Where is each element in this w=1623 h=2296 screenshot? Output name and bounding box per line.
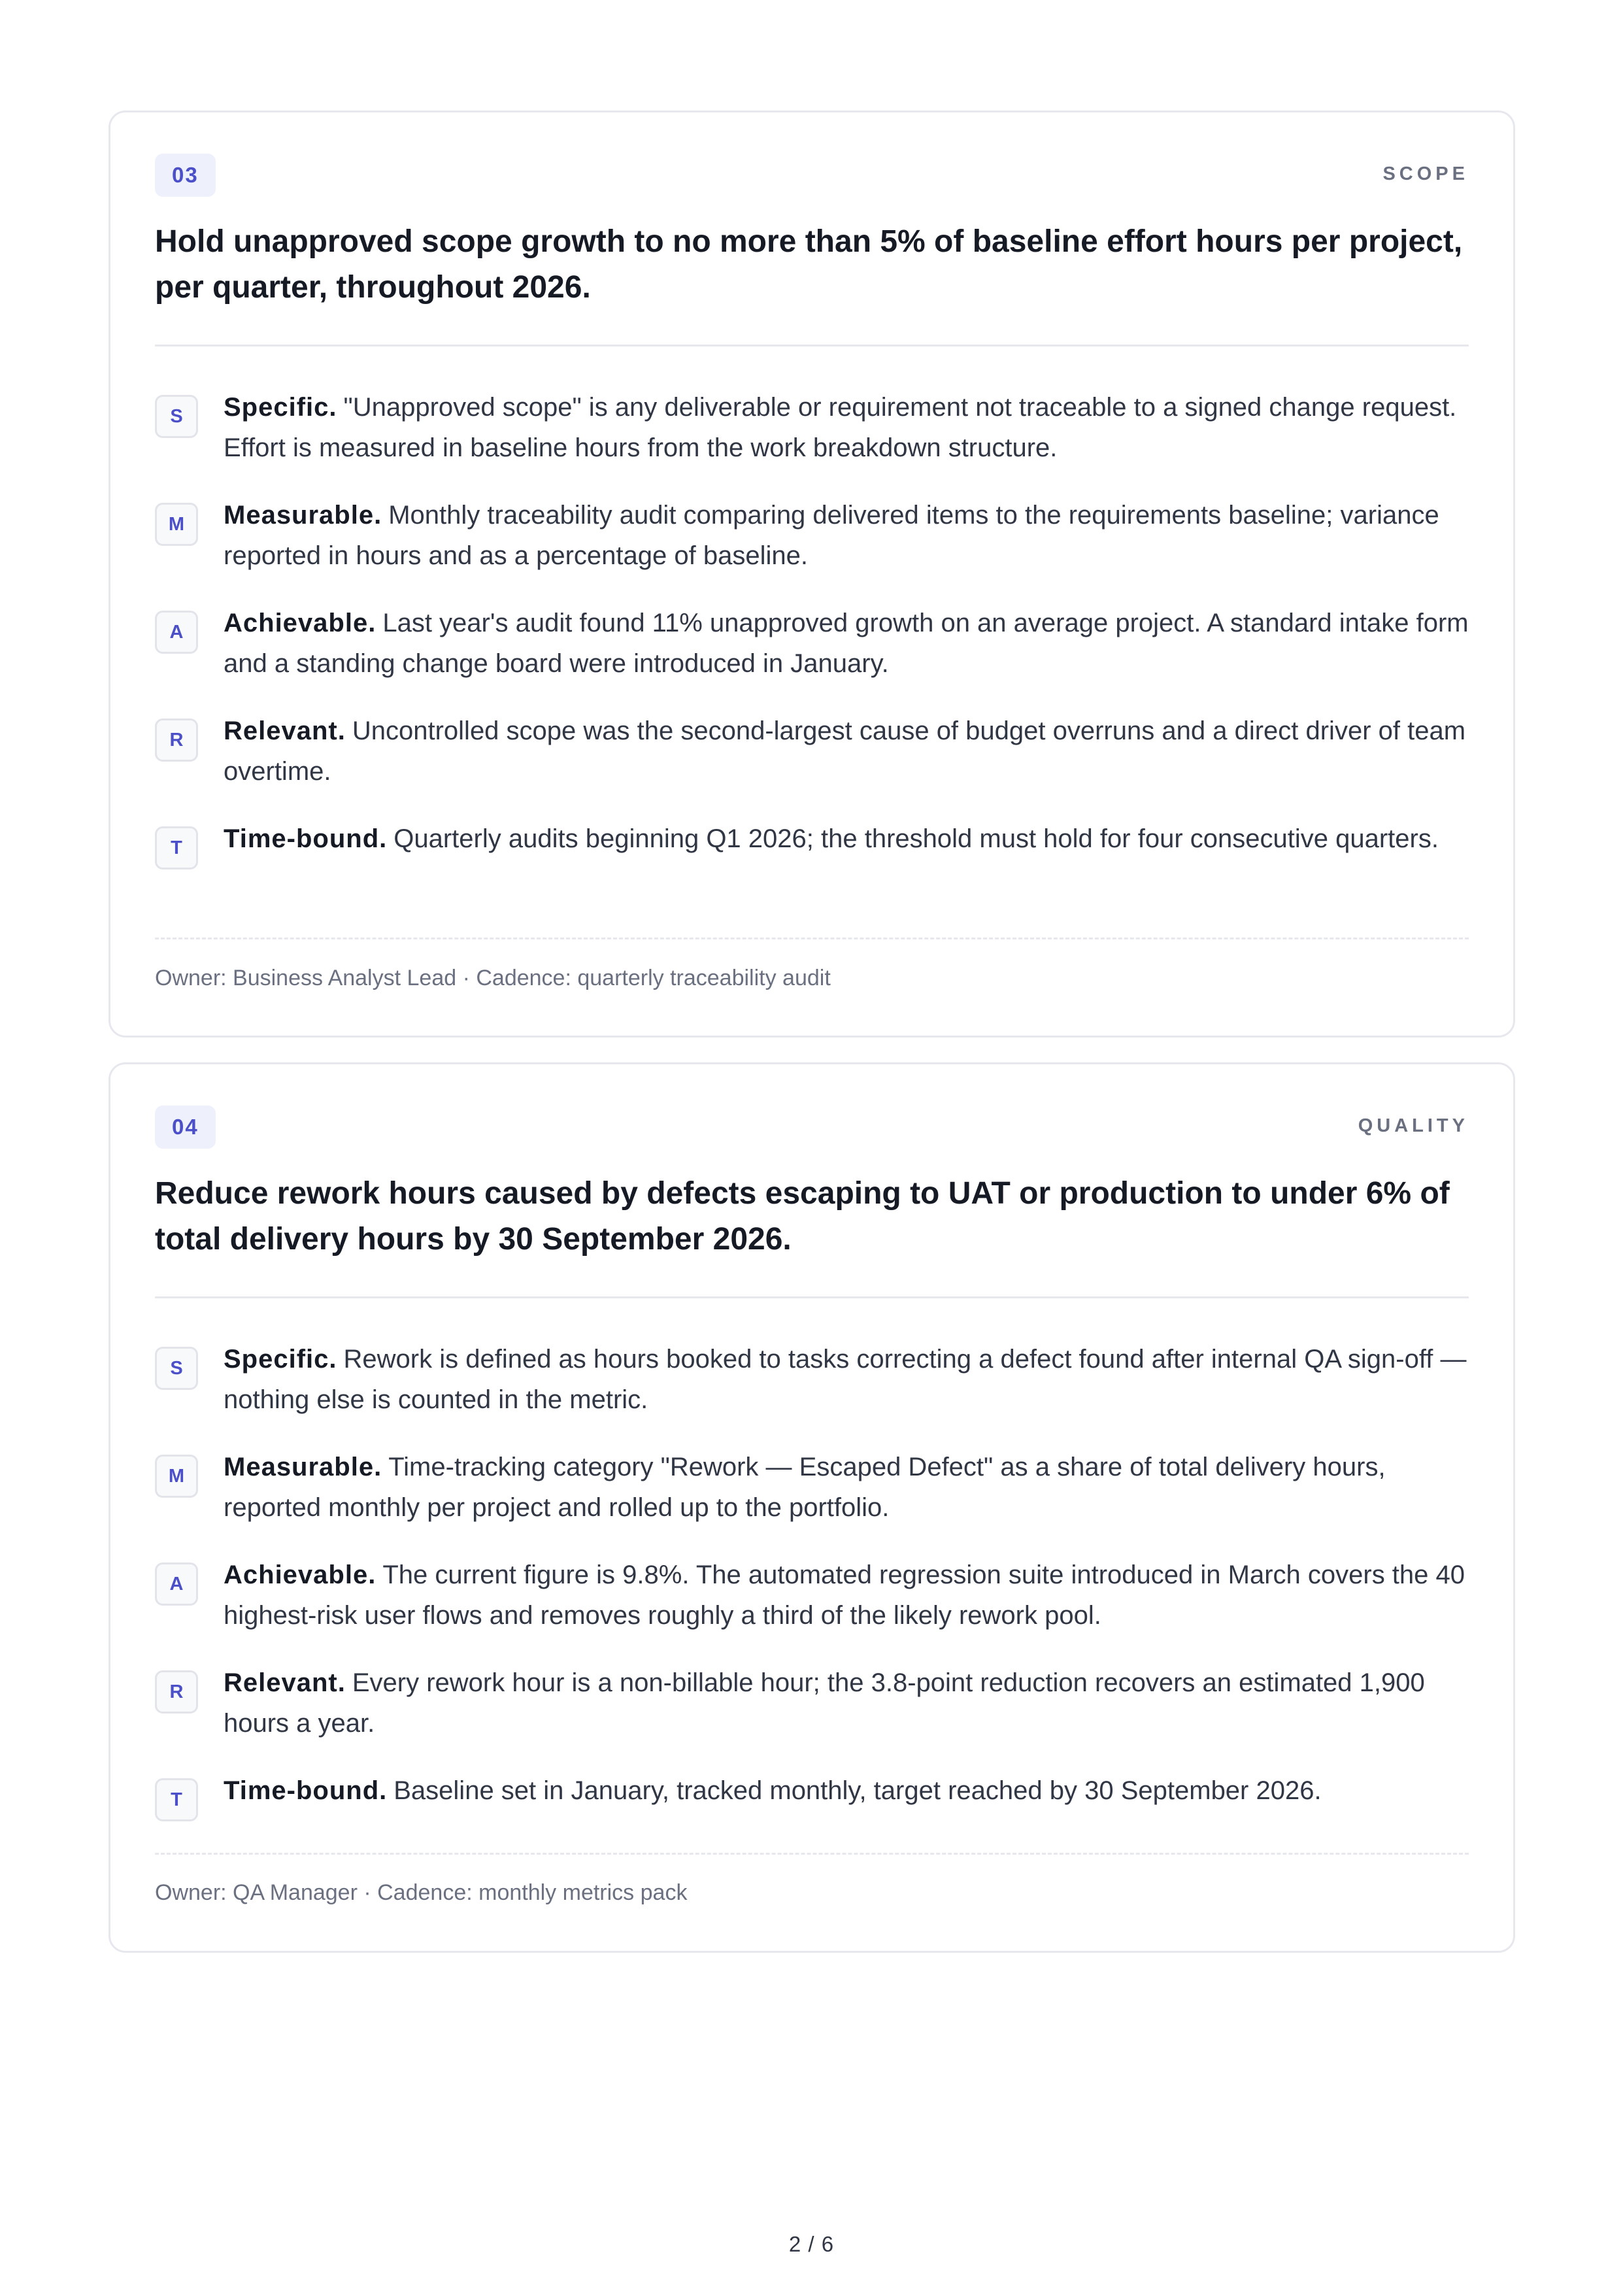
smart-item-measurable bbox=[155, 495, 1469, 603]
smart-item-measurable bbox=[155, 1447, 1469, 1555]
smart-item-text bbox=[224, 711, 1469, 792]
letter-chip: R bbox=[155, 1670, 198, 1714]
smart-item-description: Rework is defined as hours booked to tasks correcting a defect found after internal QA sign-off — nothing else is counted in the metric. bbox=[224, 1345, 1467, 1414]
goal-number-badge: 03 bbox=[155, 154, 216, 197]
goal-card bbox=[109, 110, 1515, 1038]
smart-item-label: Achievable. bbox=[224, 1561, 376, 1589]
divider bbox=[155, 1296, 1469, 1298]
smart-item-time-bound bbox=[155, 1770, 1469, 1878]
smart-item-text bbox=[224, 1663, 1469, 1744]
owner-cadence: Owner: QA Manager · Cadence: monthly metrics pack bbox=[155, 1880, 688, 1905]
goal-card bbox=[109, 1062, 1515, 1953]
letter-chip: S bbox=[155, 1347, 198, 1390]
goal-category: QUALITY bbox=[1358, 1115, 1469, 1136]
goal-category: SCOPE bbox=[1382, 163, 1469, 184]
letter-chip: T bbox=[155, 1778, 198, 1821]
dashed-divider bbox=[155, 1853, 1469, 1855]
letter-chip: S bbox=[155, 395, 198, 438]
smart-item-achievable bbox=[155, 1555, 1469, 1663]
smart-item-description: Every rework hour is a non-billable hour; the 3.8-point reduction recovers an estimated 1,900 hours a year. bbox=[224, 1668, 1425, 1738]
dashed-divider bbox=[155, 937, 1469, 939]
owner-cadence: Owner: Business Analyst Lead · Cadence: quarterly traceability audit bbox=[155, 966, 831, 990]
letter-chip: M bbox=[155, 503, 198, 546]
smart-item-relevant bbox=[155, 1663, 1469, 1770]
smart-item-description: Monthly traceability audit comparing delivered items to the requirements baseline; variance reported in hours and as a percentage of baseline. bbox=[224, 501, 1439, 570]
smart-item-text bbox=[224, 1770, 1469, 1811]
smart-item-time-bound bbox=[155, 819, 1469, 926]
smart-item-text bbox=[224, 1555, 1469, 1636]
smart-item-description: Last year's audit found 11% unapproved growth on an average project. A standard intake form and a standing change board were introduced in January. bbox=[224, 609, 1469, 678]
smart-item-description: Time-tracking category "Rework — Escaped Defect" as a share of total delivery hours, reported monthly per project and rolled up to the portfolio. bbox=[224, 1453, 1386, 1522]
smart-criteria-list bbox=[155, 387, 1469, 926]
smart-item-label: Specific. bbox=[224, 393, 337, 422]
letter-chip: R bbox=[155, 718, 198, 762]
smart-item-label: Achievable. bbox=[224, 609, 376, 637]
smart-item-label: Specific. bbox=[224, 1345, 337, 1374]
smart-item-specific bbox=[155, 387, 1469, 495]
smart-item-description: The current figure is 9.8%. The automated regression suite introduced in March covers the 40 highest-risk user flows and removes roughly a third of the likely rework pool. bbox=[224, 1561, 1465, 1630]
smart-item-relevant bbox=[155, 711, 1469, 819]
smart-item-text bbox=[224, 495, 1469, 576]
smart-item-text bbox=[224, 603, 1469, 684]
smart-item-description: "Unapproved scope" is any deliverable or requirement not traceable to a signed change request. Effort is measured in baseline hours from the work breakdown structure. bbox=[224, 393, 1457, 462]
smart-item-achievable bbox=[155, 603, 1469, 711]
smart-item-text bbox=[224, 1339, 1469, 1420]
letter-chip: A bbox=[155, 611, 198, 654]
goal-title: Reduce rework hours caused by defects escaping to UAT or production to under 6% of total delivery hours by 30 September 2026. bbox=[155, 1176, 1450, 1257]
smart-item-description: Uncontrolled scope was the second-largest cause of budget overruns and a direct driver of team overtime. bbox=[224, 717, 1466, 786]
smart-item-description: Quarterly audits beginning Q1 2026; the threshold must hold for four consecutive quarters. bbox=[393, 824, 1439, 853]
smart-item-text bbox=[224, 387, 1469, 468]
smart-item-text bbox=[224, 1447, 1469, 1528]
smart-item-label: Relevant. bbox=[224, 1668, 346, 1697]
smart-item-label: Measurable. bbox=[224, 1453, 382, 1481]
smart-item-specific bbox=[155, 1339, 1469, 1447]
divider bbox=[155, 345, 1469, 346]
goal-number-badge: 04 bbox=[155, 1106, 216, 1149]
smart-item-label: Measurable. bbox=[224, 501, 382, 530]
smart-item-label: Time-bound. bbox=[224, 1776, 388, 1805]
smart-item-description: Baseline set in January, tracked monthly, target reached by 30 September 2026. bbox=[393, 1776, 1322, 1805]
letter-chip: A bbox=[155, 1562, 198, 1606]
page-number: 2 / 6 bbox=[788, 2232, 835, 2256]
smart-criteria-list bbox=[155, 1339, 1469, 1878]
smart-item-label: Time-bound. bbox=[224, 824, 388, 853]
goal-title: Hold unapproved scope growth to no more than 5% of baseline effort hours per project, per quarter, throughout 2026. bbox=[155, 224, 1463, 305]
letter-chip: T bbox=[155, 826, 198, 869]
smart-item-label: Relevant. bbox=[224, 717, 346, 745]
letter-chip: M bbox=[155, 1455, 198, 1498]
smart-item-text bbox=[224, 819, 1469, 859]
